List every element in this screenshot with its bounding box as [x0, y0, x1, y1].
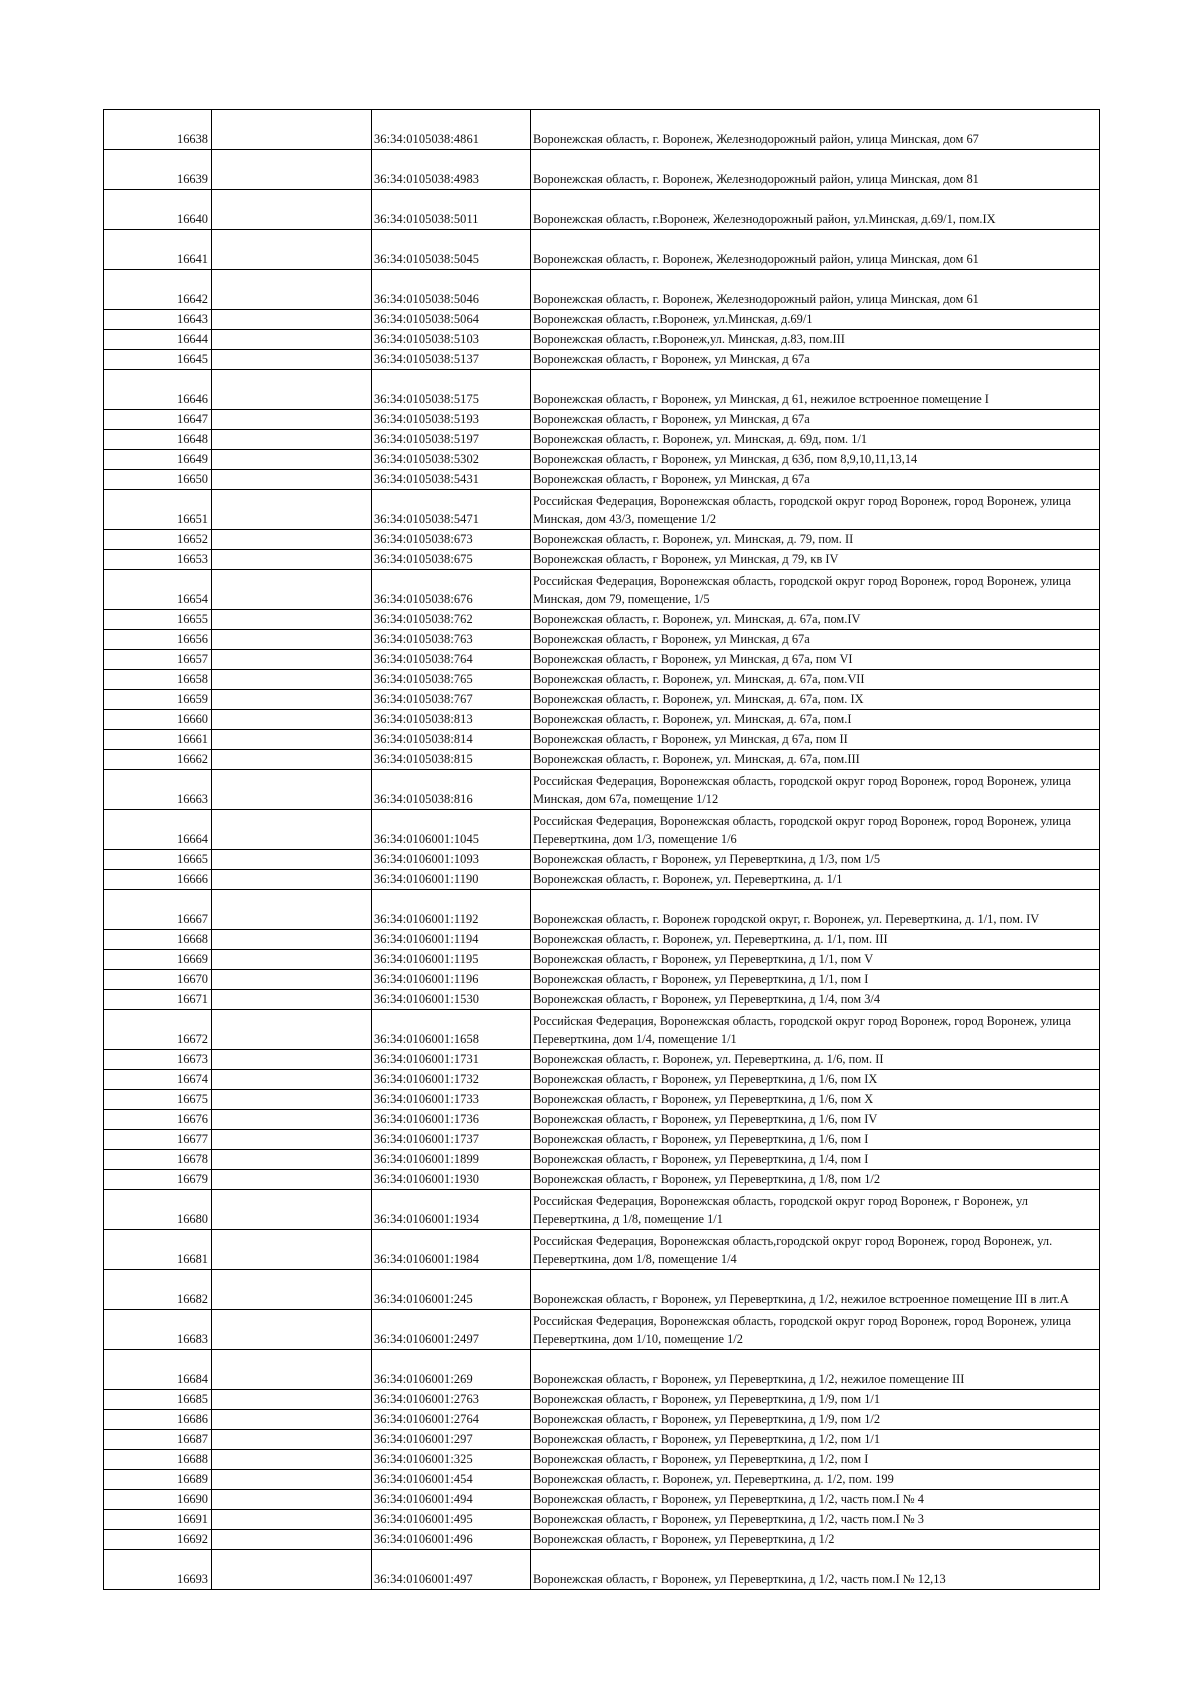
empty-cell	[212, 1490, 372, 1510]
empty-cell	[212, 650, 372, 670]
table-row	[104, 330, 1100, 350]
table-row	[104, 1050, 1100, 1070]
empty-cell	[212, 1070, 372, 1090]
row-number-cell: 16674	[104, 1070, 212, 1090]
address-cell: Воронежская область, г. Воронеж, ул. Минская, д. 67а, пом. IX	[531, 690, 1100, 710]
cadastral-number-cell: 36:34:0106001:1736	[372, 1110, 531, 1130]
empty-cell	[212, 690, 372, 710]
table-row	[104, 730, 1100, 750]
empty-cell	[212, 1470, 372, 1490]
row-number-cell: 16669	[104, 950, 212, 970]
table-row	[104, 1450, 1100, 1470]
address-cell: Воронежская область, г Воронеж, ул Минская, д 67а	[531, 410, 1100, 430]
cadastral-number-cell: 36:34:0105038:5175	[372, 370, 531, 410]
empty-cell	[212, 1390, 372, 1410]
row-number-cell: 16662	[104, 750, 212, 770]
address-cell: Воронежская область, г.Воронеж, Железнодорожный район, ул.Минская, д.69/1, пом.IX	[531, 190, 1100, 230]
row-number-cell: 16664	[104, 810, 212, 850]
empty-cell	[212, 710, 372, 730]
empty-cell	[212, 490, 372, 530]
cadastral-number-cell: 36:34:0106001:1731	[372, 1050, 531, 1070]
cadastral-number-cell: 36:34:0106001:1192	[372, 890, 531, 930]
row-number-cell: 16647	[104, 410, 212, 430]
address-cell: Воронежская область, г Воронеж, ул Минская, д 61, нежилое встроенное помещение I	[531, 370, 1100, 410]
address-cell: Воронежская область, г. Воронеж, ул. Переверткина, д. 1/1, пом. III	[531, 930, 1100, 950]
table-row	[104, 1550, 1100, 1590]
address-cell: Российская Федерация, Воронежская область, городской округ город Воронеж, город Воронеж, улица Минская, дом 43/3, помещение 1/2	[531, 490, 1100, 530]
empty-cell	[212, 1450, 372, 1470]
address-cell: Воронежская область, г Воронеж, ул Переверткина, д 1/1, пом V	[531, 950, 1100, 970]
table-row	[104, 870, 1100, 890]
table-row	[104, 230, 1100, 270]
empty-cell	[212, 1550, 372, 1590]
address-cell: Воронежская область, г. Воронеж, Железнодорожный район, улица Минская, дом 61	[531, 230, 1100, 270]
row-number-cell: 16643	[104, 310, 212, 330]
address-cell: Воронежская область, г Воронеж, ул Минская, д 67а, пом VI	[531, 650, 1100, 670]
cadastral-number-cell: 36:34:0105038:5064	[372, 310, 531, 330]
cadastral-number-cell: 36:34:0106001:495	[372, 1510, 531, 1530]
empty-cell	[212, 1190, 372, 1230]
row-number-cell: 16691	[104, 1510, 212, 1530]
row-number-cell: 16685	[104, 1390, 212, 1410]
table-row	[104, 1350, 1100, 1390]
row-number-cell: 16672	[104, 1010, 212, 1050]
cadastral-number-cell: 36:34:0105038:5137	[372, 350, 531, 370]
table-row	[104, 1390, 1100, 1410]
table-row	[104, 370, 1100, 410]
empty-cell	[212, 850, 372, 870]
table-row	[104, 310, 1100, 330]
row-number-cell: 16671	[104, 990, 212, 1010]
address-cell: Воронежская область, г Воронеж, ул Минская, д 67а	[531, 630, 1100, 650]
address-cell: Воронежская область, г Воронеж, ул Переверткина, д 1/9, пом 1/1	[531, 1390, 1100, 1410]
empty-cell	[212, 1410, 372, 1430]
row-number-cell: 16642	[104, 270, 212, 310]
table-row	[104, 670, 1100, 690]
address-cell: Воронежская область, г. Воронеж, ул. Минская, д. 67а, пом.IV	[531, 610, 1100, 630]
address-cell: Воронежская область, г. Воронеж, ул. Минская, д. 67а, пом.VII	[531, 670, 1100, 690]
cadastral-number-cell: 36:34:0105038:767	[372, 690, 531, 710]
empty-cell	[212, 310, 372, 330]
table-row	[104, 710, 1100, 730]
cadastral-number-cell: 36:34:0106001:496	[372, 1530, 531, 1550]
empty-cell	[212, 610, 372, 630]
address-cell: Воронежская область, г Воронеж, ул Переверткина, д 1/2, часть пом.I № 3	[531, 1510, 1100, 1530]
address-cell: Российская Федерация, Воронежская область, городской округ город Воронеж, город Воронеж, улица Минская, дом 67а, помещение 1/12	[531, 770, 1100, 810]
cadastral-number-cell: 36:34:0105038:5011	[372, 190, 531, 230]
address-cell: Воронежская область, г Воронеж, ул Минская, д 79, кв IV	[531, 550, 1100, 570]
empty-cell	[212, 810, 372, 850]
cadastral-number-cell: 36:34:0105038:5471	[372, 490, 531, 530]
cadastral-number-cell: 36:34:0105038:5045	[372, 230, 531, 270]
address-cell: Воронежская область, г Воронеж, ул Переверткина, д 1/2	[531, 1530, 1100, 1550]
empty-cell	[212, 770, 372, 810]
row-number-cell: 16660	[104, 710, 212, 730]
table-row	[104, 1090, 1100, 1110]
empty-cell	[212, 630, 372, 650]
row-number-cell: 16683	[104, 1310, 212, 1350]
cadastral-number-cell: 36:34:0106001:1984	[372, 1230, 531, 1270]
cadastral-number-cell: 36:34:0105038:815	[372, 750, 531, 770]
table-row	[104, 1470, 1100, 1490]
table-row	[104, 410, 1100, 430]
cadastral-number-cell: 36:34:0106001:1733	[372, 1090, 531, 1110]
empty-cell	[212, 110, 372, 150]
table-row	[104, 1410, 1100, 1430]
cadastral-number-cell: 36:34:0106001:325	[372, 1450, 531, 1470]
cadastral-number-cell: 36:34:0106001:245	[372, 1270, 531, 1310]
address-cell: Воронежская область, г. Воронеж, ул. Минская, д. 67а, пом.I	[531, 710, 1100, 730]
cadastral-number-cell: 36:34:0106001:1196	[372, 970, 531, 990]
row-number-cell: 16684	[104, 1350, 212, 1390]
table-row	[104, 150, 1100, 190]
row-number-cell: 16688	[104, 1450, 212, 1470]
cadastral-number-cell: 36:34:0106001:269	[372, 1350, 531, 1390]
empty-cell	[212, 1050, 372, 1070]
cadastral-number-cell: 36:34:0105038:4983	[372, 150, 531, 190]
address-cell: Российская Федерация, Воронежская область, городской округ город Воронеж, город Воронеж, улица Переверткина, дом 1/10, помещение 1/2	[531, 1310, 1100, 1350]
table-row	[104, 1130, 1100, 1150]
address-cell: Воронежская область, г. Воронеж, ул. Минская, д. 67а, пом.III	[531, 750, 1100, 770]
address-cell: Воронежская область, г. Воронеж, ул. Минская, д. 79, пом. II	[531, 530, 1100, 550]
table-row	[104, 1190, 1100, 1230]
cadastral-number-cell: 36:34:0106001:1530	[372, 990, 531, 1010]
row-number-cell: 16689	[104, 1470, 212, 1490]
row-number-cell: 16653	[104, 550, 212, 570]
empty-cell	[212, 670, 372, 690]
empty-cell	[212, 570, 372, 610]
row-number-cell: 16639	[104, 150, 212, 190]
row-number-cell: 16648	[104, 430, 212, 450]
empty-cell	[212, 1270, 372, 1310]
cadastral-number-cell: 36:34:0106001:1195	[372, 950, 531, 970]
address-cell: Воронежская область, г. Воронеж городской округ, г. Воронеж, ул. Переверткина, д. 1/1, пом. IV	[531, 890, 1100, 930]
empty-cell	[212, 1230, 372, 1270]
empty-cell	[212, 1130, 372, 1150]
address-cell: Воронежская область, г Воронеж, ул Переверткина, д 1/6, пом I	[531, 1130, 1100, 1150]
cadastral-number-cell: 36:34:0106001:1934	[372, 1190, 531, 1230]
empty-cell	[212, 270, 372, 310]
cadastral-number-cell: 36:34:0106001:1737	[372, 1130, 531, 1150]
address-cell: Воронежская область, г Воронеж, ул Переверткина, д 1/8, пом 1/2	[531, 1170, 1100, 1190]
address-cell: Воронежская область, г Воронеж, ул Переверткина, д 1/2, пом I	[531, 1450, 1100, 1470]
empty-cell	[212, 370, 372, 410]
row-number-cell: 16670	[104, 970, 212, 990]
cadastral-number-cell: 36:34:0105038:5302	[372, 450, 531, 470]
empty-cell	[212, 550, 372, 570]
address-cell: Российская Федерация, Воронежская область, городской округ город Воронеж, г Воронеж, ул Переверткина, д 1/8, помещение 1/1	[531, 1190, 1100, 1230]
address-cell: Воронежская область, г. Воронеж, ул. Переверткина, д. 1/1	[531, 870, 1100, 890]
empty-cell	[212, 1090, 372, 1110]
address-cell: Российская Федерация, Воронежская область, городской округ город Воронеж, город Воронеж, улица Переверткина, дом 1/4, помещение 1/1	[531, 1010, 1100, 1050]
empty-cell	[212, 150, 372, 190]
empty-cell	[212, 1170, 372, 1190]
table-row	[104, 1510, 1100, 1530]
table-row	[104, 1490, 1100, 1510]
empty-cell	[212, 950, 372, 970]
table-row	[104, 770, 1100, 810]
table-row	[104, 810, 1100, 850]
row-number-cell: 16690	[104, 1490, 212, 1510]
row-number-cell: 16651	[104, 490, 212, 530]
table-row	[104, 490, 1100, 530]
row-number-cell: 16649	[104, 450, 212, 470]
table-row	[104, 1070, 1100, 1090]
row-number-cell: 16661	[104, 730, 212, 750]
cadastral-number-cell: 36:34:0106001:1190	[372, 870, 531, 890]
table-row	[104, 190, 1100, 230]
table-row	[104, 350, 1100, 370]
cadastral-number-cell: 36:34:0105038:5431	[372, 470, 531, 490]
cadastral-number-cell: 36:34:0106001:1093	[372, 850, 531, 870]
cadastral-number-cell: 36:34:0105038:813	[372, 710, 531, 730]
empty-cell	[212, 530, 372, 550]
row-number-cell: 16677	[104, 1130, 212, 1150]
address-cell: Воронежская область, г Воронеж, ул Переверткина, д 1/1, пом I	[531, 970, 1100, 990]
address-cell: Воронежская область, г Воронеж, ул Минская, д 67а	[531, 470, 1100, 490]
address-cell: Воронежская область, г Воронеж, ул Переверткина, д 1/4, пом 3/4	[531, 990, 1100, 1010]
row-number-cell: 16681	[104, 1230, 212, 1270]
row-number-cell: 16673	[104, 1050, 212, 1070]
address-cell: Российская Федерация, Воронежская область,городской округ город Воронеж, город Воронеж, ул. Переверткина, дом 1/8, помещение 1/4	[531, 1230, 1100, 1270]
row-number-cell: 16659	[104, 690, 212, 710]
table-row	[104, 1530, 1100, 1550]
empty-cell	[212, 1510, 372, 1530]
table-row	[104, 1230, 1100, 1270]
cadastral-number-cell: 36:34:0106001:297	[372, 1430, 531, 1450]
empty-cell	[212, 730, 372, 750]
cadastral-number-cell: 36:34:0105038:673	[372, 530, 531, 550]
table-row	[104, 630, 1100, 650]
row-number-cell: 16655	[104, 610, 212, 630]
cadastral-number-cell: 36:34:0105038:4861	[372, 110, 531, 150]
row-number-cell: 16646	[104, 370, 212, 410]
empty-cell	[212, 450, 372, 470]
address-cell: Воронежская область, г Воронеж, ул Переверткина, д 1/2, часть пом.I № 12,13	[531, 1550, 1100, 1590]
cadastral-number-cell: 36:34:0106001:2764	[372, 1410, 531, 1430]
row-number-cell: 16682	[104, 1270, 212, 1310]
table-row	[104, 950, 1100, 970]
cadastral-number-cell: 36:34:0105038:816	[372, 770, 531, 810]
empty-cell	[212, 930, 372, 950]
row-number-cell: 16676	[104, 1110, 212, 1130]
cadastral-number-cell: 36:34:0105038:5103	[372, 330, 531, 350]
empty-cell	[212, 990, 372, 1010]
address-cell: Воронежская область, г.Воронеж,ул. Минская, д.83, пом.III	[531, 330, 1100, 350]
empty-cell	[212, 970, 372, 990]
empty-cell	[212, 890, 372, 930]
cadastral-number-cell: 36:34:0106001:454	[372, 1470, 531, 1490]
row-number-cell: 16679	[104, 1170, 212, 1190]
row-number-cell: 16641	[104, 230, 212, 270]
table-row	[104, 970, 1100, 990]
empty-cell	[212, 350, 372, 370]
table-row	[104, 690, 1100, 710]
registry-table	[103, 109, 1100, 1590]
table-row	[104, 270, 1100, 310]
cadastral-number-cell: 36:34:0105038:676	[372, 570, 531, 610]
row-number-cell: 16687	[104, 1430, 212, 1450]
empty-cell	[212, 330, 372, 350]
empty-cell	[212, 1430, 372, 1450]
address-cell: Воронежская область, г Воронеж, ул Переверткина, д 1/6, пом X	[531, 1090, 1100, 1110]
table-row	[104, 890, 1100, 930]
table-row	[104, 550, 1100, 570]
empty-cell	[212, 470, 372, 490]
row-number-cell: 16640	[104, 190, 212, 230]
row-number-cell: 16666	[104, 870, 212, 890]
address-cell: Воронежская область, г. Воронеж, Железнодорожный район, улица Минская, дом 61	[531, 270, 1100, 310]
empty-cell	[212, 1150, 372, 1170]
empty-cell	[212, 430, 372, 450]
row-number-cell: 16692	[104, 1530, 212, 1550]
address-cell: Воронежская область, г. Воронеж, ул. Переверткина, д. 1/2, пом. 199	[531, 1470, 1100, 1490]
cadastral-number-cell: 36:34:0105038:5197	[372, 430, 531, 450]
row-number-cell: 16652	[104, 530, 212, 550]
row-number-cell: 16663	[104, 770, 212, 810]
table-row	[104, 610, 1100, 630]
table-row	[104, 930, 1100, 950]
row-number-cell: 16678	[104, 1150, 212, 1170]
table-row	[104, 470, 1100, 490]
address-cell: Воронежская область, г Воронеж, ул Переверткина, д 1/2, нежилое встроенное помещение III в лит.А	[531, 1270, 1100, 1310]
address-cell: Воронежская область, г Воронеж, ул Переверткина, д 1/6, пом IX	[531, 1070, 1100, 1090]
table-row	[104, 530, 1100, 550]
cadastral-number-cell: 36:34:0106001:1045	[372, 810, 531, 850]
empty-cell	[212, 1530, 372, 1550]
cadastral-number-cell: 36:34:0106001:497	[372, 1550, 531, 1590]
cadastral-number-cell: 36:34:0105038:814	[372, 730, 531, 750]
row-number-cell: 16657	[104, 650, 212, 670]
row-number-cell: 16656	[104, 630, 212, 650]
empty-cell	[212, 1110, 372, 1130]
table-row	[104, 1170, 1100, 1190]
table-row	[104, 1150, 1100, 1170]
row-number-cell: 16693	[104, 1550, 212, 1590]
table-row	[104, 1010, 1100, 1050]
row-number-cell: 16667	[104, 890, 212, 930]
address-cell: Воронежская область, г Воронеж, ул Переверткина, д 1/9, пом 1/2	[531, 1410, 1100, 1430]
empty-cell	[212, 1010, 372, 1050]
address-cell: Воронежская область, г Воронеж, ул Переверткина, д 1/3, пом 1/5	[531, 850, 1100, 870]
table-row	[104, 1310, 1100, 1350]
cadastral-number-cell: 36:34:0106001:1194	[372, 930, 531, 950]
row-number-cell: 16654	[104, 570, 212, 610]
table-row	[104, 430, 1100, 450]
table-row	[104, 570, 1100, 610]
table-row	[104, 990, 1100, 1010]
row-number-cell: 16644	[104, 330, 212, 350]
address-cell: Воронежская область, г Воронеж, ул Переверткина, д 1/2, часть пом.I № 4	[531, 1490, 1100, 1510]
address-cell: Воронежская область, г Воронеж, ул Переверткина, д 1/2, пом 1/1	[531, 1430, 1100, 1450]
address-cell: Воронежская область, г. Воронеж, ул. Минская, д. 69д, пом. 1/1	[531, 430, 1100, 450]
cadastral-number-cell: 36:34:0106001:494	[372, 1490, 531, 1510]
address-cell: Воронежская область, г Воронеж, ул Минская, д 63б, пом 8,9,10,11,13,14	[531, 450, 1100, 470]
address-cell: Воронежская область, г Воронеж, ул Переверткина, д 1/6, пом IV	[531, 1110, 1100, 1130]
table-row	[104, 1430, 1100, 1450]
address-cell: Воронежская область, г.Воронеж, ул.Минская, д.69/1	[531, 310, 1100, 330]
row-number-cell: 16645	[104, 350, 212, 370]
address-cell: Российская Федерация, Воронежская область, городской округ город Воронеж, город Воронеж, улица Переверткина, дом 1/3, помещение 1/6	[531, 810, 1100, 850]
cadastral-number-cell: 36:34:0105038:5046	[372, 270, 531, 310]
cadastral-number-cell: 36:34:0105038:675	[372, 550, 531, 570]
address-cell: Воронежская область, г Воронеж, ул Переверткина, д 1/4, пом I	[531, 1150, 1100, 1170]
address-cell: Воронежская область, г Воронеж, ул Минская, д 67а	[531, 350, 1100, 370]
empty-cell	[212, 750, 372, 770]
empty-cell	[212, 1350, 372, 1390]
table-row	[104, 650, 1100, 670]
address-cell: Воронежская область, г. Воронеж, Железнодорожный район, улица Минская, дом 67	[531, 110, 1100, 150]
table-row	[104, 450, 1100, 470]
row-number-cell: 16668	[104, 930, 212, 950]
table-row	[104, 1110, 1100, 1130]
address-cell: Воронежская область, г. Воронеж, Железнодорожный район, улица Минская, дом 81	[531, 150, 1100, 190]
cadastral-number-cell: 36:34:0106001:1930	[372, 1170, 531, 1190]
cadastral-number-cell: 36:34:0105038:763	[372, 630, 531, 650]
table-row	[104, 110, 1100, 150]
cadastral-number-cell: 36:34:0105038:764	[372, 650, 531, 670]
table-row	[104, 850, 1100, 870]
cadastral-number-cell: 36:34:0105038:765	[372, 670, 531, 690]
address-cell: Воронежская область, г. Воронеж, ул. Переверткина, д. 1/6, пом. II	[531, 1050, 1100, 1070]
cadastral-number-cell: 36:34:0105038:762	[372, 610, 531, 630]
cadastral-number-cell: 36:34:0106001:2497	[372, 1310, 531, 1350]
cadastral-number-cell: 36:34:0106001:1658	[372, 1010, 531, 1050]
row-number-cell: 16650	[104, 470, 212, 490]
cadastral-number-cell: 36:34:0106001:2763	[372, 1390, 531, 1410]
cadastral-number-cell: 36:34:0106001:1732	[372, 1070, 531, 1090]
address-cell: Воронежская область, г Воронеж, ул Минская, д 67а, пом II	[531, 730, 1100, 750]
row-number-cell: 16638	[104, 110, 212, 150]
row-number-cell: 16675	[104, 1090, 212, 1110]
empty-cell	[212, 410, 372, 430]
empty-cell	[212, 230, 372, 270]
registry-table-body	[104, 110, 1100, 1590]
cadastral-number-cell: 36:34:0106001:1899	[372, 1150, 531, 1170]
empty-cell	[212, 190, 372, 230]
row-number-cell: 16680	[104, 1190, 212, 1230]
cadastral-number-cell: 36:34:0105038:5193	[372, 410, 531, 430]
row-number-cell: 16686	[104, 1410, 212, 1430]
empty-cell	[212, 870, 372, 890]
address-cell: Российская Федерация, Воронежская область, городской округ город Воронеж, город Воронеж, улица Минская, дом 79, помещение, 1/5	[531, 570, 1100, 610]
empty-cell	[212, 1310, 372, 1350]
table-row	[104, 750, 1100, 770]
address-cell: Воронежская область, г Воронеж, ул Переверткина, д 1/2, нежилое помещение III	[531, 1350, 1100, 1390]
table-row	[104, 1270, 1100, 1310]
row-number-cell: 16665	[104, 850, 212, 870]
row-number-cell: 16658	[104, 670, 212, 690]
